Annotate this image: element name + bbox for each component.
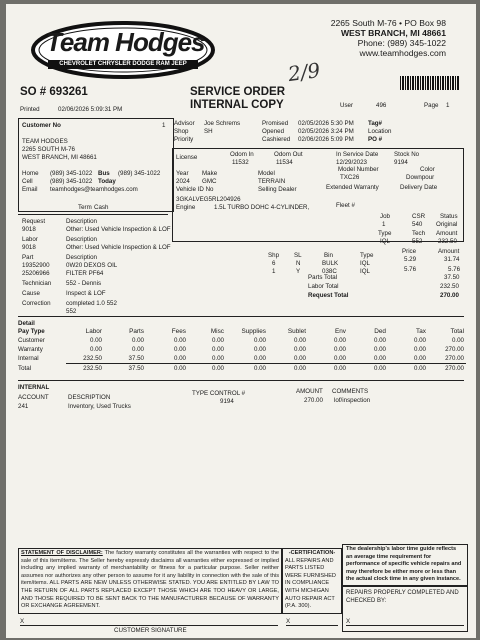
cause-value: Inspect & LOF — [66, 290, 106, 297]
detail-cell: 0.00 — [413, 365, 426, 372]
detail-cell: 0.00 — [173, 365, 186, 372]
detail-cell: 0.00 — [333, 365, 346, 372]
bin-label: Bin — [324, 252, 333, 259]
type-value: IQL — [380, 238, 390, 245]
detail-cell: 0.00 — [373, 355, 386, 362]
part-description: 0W20 DEXOS OIL — [66, 262, 118, 269]
detail-cell: 0.00 — [253, 346, 266, 353]
part-description: FILTER PF64 — [66, 270, 104, 277]
part-amount-label: Amount — [438, 248, 460, 255]
detail-total-rule — [66, 363, 466, 364]
detail-col-header: Parts — [129, 328, 144, 335]
detail-cell: 0.00 — [293, 337, 306, 344]
cause-label: Cause — [22, 290, 40, 297]
request-label: Request — [22, 218, 46, 225]
odometer-in-label: Odom In — [230, 151, 254, 158]
internal-description-label: DESCRIPTION — [68, 394, 111, 401]
detail-cell: 0.00 — [451, 337, 464, 344]
today-label: Today — [98, 178, 116, 185]
detail-cell: 0.00 — [211, 355, 224, 362]
part-number: 19352900 — [22, 262, 50, 269]
logo-brands: CHEVROLET CHRYSLER DODGE RAM JEEP — [59, 61, 187, 67]
part-shp: 1 — [272, 268, 276, 275]
internal-amount-value: 270.00 — [304, 397, 323, 404]
detail-cell: 0.00 — [173, 337, 186, 344]
customer-city: WEST BRANCH, MI 48661 — [22, 154, 97, 161]
job-rule-top — [18, 214, 168, 215]
in-service-value: 12/29/2023 — [336, 159, 367, 166]
detail-cell: 0.00 — [253, 355, 266, 362]
customer-box-num: 1 — [162, 122, 166, 129]
certification-text — [285, 550, 339, 611]
part-sl: N — [296, 260, 301, 267]
advisor-value: Joe Schrems — [204, 120, 241, 127]
detail-cell: 0.00 — [173, 355, 186, 362]
labor-label: Labor — [22, 236, 38, 243]
repairs-x-mark: X — [346, 618, 351, 625]
request-code: 9018 — [22, 226, 36, 233]
page-label: Page — [424, 102, 439, 109]
csr-label: CSR — [412, 213, 426, 220]
opened-label: Opened — [262, 128, 285, 135]
detail-cell: 0.00 — [373, 346, 386, 353]
internal-description-value: Inventory, Used Trucks — [68, 403, 131, 410]
type-control-label: TYPE CONTROL # — [192, 390, 246, 397]
detail-cell: 0.00 — [211, 346, 224, 353]
cell-label: Cell — [22, 178, 33, 185]
detail-col-header: Labor — [85, 328, 102, 335]
in-service-label: In Service Date — [336, 151, 379, 158]
labor-description: Other: Used Vehicle Inspection & LOF — [66, 244, 171, 251]
po-label: PO # — [368, 136, 383, 143]
csr-value: 540 — [412, 221, 423, 228]
detail-cell: 0.00 — [253, 365, 266, 372]
printed-label: Printed — [20, 106, 40, 113]
job-label: Job — [380, 213, 390, 220]
detail-cell: 270.00 — [445, 355, 464, 362]
detail-cell: 0.00 — [89, 337, 102, 344]
signature-x-mark: X — [20, 618, 25, 625]
detail-cell: 0.00 — [131, 346, 144, 353]
make-label: Make — [202, 170, 218, 177]
parts-total-label: Parts Total — [308, 274, 338, 281]
cert-signature-line — [286, 625, 338, 626]
status-label: Status — [440, 213, 458, 220]
customer-address: 2265 SOUTH M-76 — [22, 146, 75, 153]
repairs-checked-text: REPAIRS PROPERLY COMPLETED AND CHECKED BY: — [346, 590, 459, 604]
odometer-in-value: 11532 — [232, 159, 249, 166]
detail-cell: 0.00 — [293, 365, 306, 372]
engine-label: Engine — [176, 204, 196, 211]
tech-value: 552 — [412, 238, 423, 245]
dealer-phone: Phone: (989) 345-1022 — [357, 38, 446, 48]
control-value: 9194 — [220, 398, 234, 405]
request-total-label: Request Total — [308, 292, 349, 299]
detail-cell: 232.50 — [83, 355, 102, 362]
customer-box — [18, 118, 174, 212]
part-type: IQL — [360, 268, 370, 275]
detail-col-header: Sublet — [287, 328, 306, 335]
labor-total-label: Labor Total — [308, 283, 339, 290]
detail-col-header: Fees — [171, 328, 186, 335]
barcode — [400, 76, 460, 90]
detail-cell: 270.00 — [445, 365, 464, 372]
detail-cell: 0.00 — [413, 337, 426, 344]
fleet-label: Fleet # — [336, 202, 355, 209]
extended-warranty-label: Extended Warranty — [326, 184, 379, 191]
model-label: Model — [258, 170, 275, 177]
delivery-date-label: Delivery Date — [400, 184, 438, 191]
repairs-signature-line — [346, 625, 464, 626]
part-amount: 5.76 — [448, 266, 461, 273]
term-value: Cash — [94, 204, 109, 211]
stock-label: Stock No — [394, 151, 420, 158]
internal-title: INTERNAL — [18, 384, 50, 391]
detail-col-header: Tax — [416, 328, 426, 335]
cell-phone: (989) 345-1022 — [50, 178, 93, 185]
part-price: 5.29 — [404, 256, 417, 263]
comments-value: lof/inspection — [334, 397, 371, 404]
dealer-city: WEST BRANCH, MI 48661 — [340, 28, 446, 38]
vin-label: Vehicle ID No — [176, 186, 214, 193]
part-description-label: Description — [66, 254, 97, 261]
detail-row-label: Internal — [18, 355, 39, 362]
detail-cell: 37.50 — [128, 365, 144, 372]
disclaimer-body: The factory warranty constitutes all the warranties with respect to the sale of this item/items. The Seller hereby expressly disclaims all warranties either expressed or implied including any implied warranty of merchantability or fitness for a particular purpose. Seller neither assumes nor authorizes any other person to assume for it any liability in connection with the sale of this item/items. ALL PARTS ARE NEW UNLESS OTHERWISE STATED. YOU ARE ENTITLED BY LAW TO THE RETURN OF ALL PARTS REPLACED EXCEPT THOSE WHICH ARE TOO HEAVY OR LARGE, AND THOSE REQUIRED TO BE SENT BACK TO THE MANUFACTURER BECAUSE OF WARRANTY OR EXCHANGE AGREEMENT. — [21, 550, 279, 610]
title-internal-copy: INTERNAL COPY — [190, 99, 284, 111]
correction-value-2: 552 — [66, 308, 77, 315]
request-total-value: 270.00 — [440, 292, 459, 299]
detail-cell: 0.00 — [333, 337, 346, 344]
internal-rule — [18, 380, 464, 381]
dealer-website: www.teamhodges.com — [359, 48, 446, 58]
detail-row-label: Warranty — [18, 346, 43, 353]
detail-title: Detail — [18, 320, 35, 327]
so-number: SO # 693261 — [20, 86, 88, 98]
certification-heading: -CERTIFICATION- — [288, 550, 336, 556]
request-description-label: Description — [66, 218, 97, 225]
technician-value: 552 - Dennis — [66, 280, 102, 287]
cashiered-value: 02/06/2026 5:09 PM — [298, 136, 354, 143]
location-label: Location — [368, 128, 392, 135]
detail-cell: 0.00 — [293, 346, 306, 353]
part-sl: Y — [296, 268, 301, 275]
email-value: teamhodges@teamhodges.com — [50, 186, 138, 193]
detail-cell: 0.00 — [211, 365, 224, 372]
labor-total-value: 232.50 — [440, 283, 459, 290]
detail-cell: 0.00 — [211, 337, 224, 344]
tech-label: Tech — [412, 230, 426, 237]
part-price: 5.76 — [404, 266, 417, 273]
correction-value: completed 1.0 552 — [66, 300, 117, 307]
detail-cell: 0.00 — [131, 337, 144, 344]
detail-cell: 0.00 — [413, 355, 426, 362]
detail-cell: 0.00 — [333, 355, 346, 362]
part-number: 25206966 — [22, 270, 50, 277]
user-value: 496 — [376, 102, 387, 109]
parts-total-value: 37.50 — [444, 274, 460, 281]
dealer-address: 2265 South M-76 • PO Box 98 — [330, 18, 446, 28]
account-label: ACCOUNT — [18, 394, 49, 401]
detail-cell: 0.00 — [333, 346, 346, 353]
labor-guide-text: The dealership's labor time guide reflects an average time requirement for performance of specific vehicle repairs and may therefore be either more or less than the actual clock time in any given instance. — [346, 546, 462, 583]
odometer-out-value: 11534 — [276, 159, 293, 166]
customer-name: TEAM HODGES — [22, 138, 68, 145]
advisor-label: Advisor — [174, 120, 195, 127]
bus-label: Bus — [98, 170, 110, 177]
logo-wordmark: Team Hodges — [46, 27, 205, 57]
selling-dealer-label: Selling Dealer — [258, 186, 297, 193]
service-order-document — [6, 4, 476, 638]
promised-value: 02/05/2026 5:30 PM — [298, 120, 354, 127]
request-description: Other: Used Vehicle Inspection & LOF — [66, 226, 171, 233]
home-label: Home — [22, 170, 39, 177]
account-value: 241 — [18, 403, 29, 410]
customer-signature-label: CUSTOMER SIGNATURE — [114, 627, 187, 634]
shop-value: SH — [204, 128, 213, 135]
home-phone: (989) 345-1022 — [50, 170, 93, 177]
term-label: Term — [78, 204, 92, 211]
part-type-label: Type — [360, 252, 374, 259]
detail-col-header: Supplies — [241, 328, 266, 335]
detail-cell: 0.00 — [293, 355, 306, 362]
disclaimer-heading: STATEMENT OF DISCLAIMER: — [21, 550, 103, 556]
page-value: 1 — [446, 102, 450, 109]
job-value: 1 — [382, 221, 386, 228]
title-service-order: SERVICE ORDER — [190, 86, 286, 98]
shop-label: Shop — [174, 128, 189, 135]
engine-value: 1.5L TURBO DOHC 4-CYLINDER, — [214, 204, 310, 211]
customer-no-label: Customer No — [22, 122, 61, 129]
detail-row-label: Customer — [18, 337, 45, 344]
year-label: Year — [176, 170, 189, 177]
detail-cell: 0.00 — [413, 346, 426, 353]
price-label: Price — [402, 248, 417, 255]
model-value: TERRAIN — [258, 178, 286, 185]
detail-cell: 270.00 — [445, 346, 464, 353]
detail-cell: 0.00 — [373, 337, 386, 344]
job-amount-value: 232.50 — [438, 238, 457, 245]
customer-signature-line — [20, 625, 278, 626]
color-label: Color — [420, 166, 435, 173]
tag-label: Tag# — [368, 120, 382, 127]
model-number-label: Model Number — [338, 166, 379, 173]
detail-cell: 0.00 — [89, 346, 102, 353]
detail-cell: 0.00 — [173, 346, 186, 353]
detail-col-header: Misc — [210, 328, 224, 335]
cert-x-mark: X — [286, 618, 291, 625]
part-type: IQL — [360, 260, 370, 267]
license-label: License — [176, 154, 198, 161]
disclaimer-text — [21, 550, 279, 612]
model-number-value: TXC26 — [340, 174, 360, 181]
color-value: Downpour — [406, 174, 435, 181]
handwritten-note: 2/9 — [286, 57, 322, 87]
part-bin: BULK — [322, 260, 339, 267]
type-label: Type — [378, 230, 392, 237]
vin-value: 3GKALVEG5RL204926 — [176, 196, 241, 203]
part-bin: 038C — [322, 268, 337, 275]
labor-code: 9018 — [22, 244, 36, 251]
year-value: 2024 — [176, 178, 190, 185]
technician-label: Technician — [22, 280, 52, 287]
sl-label: SL — [294, 252, 302, 259]
detail-rule — [18, 316, 464, 317]
detail-col-header: Ded — [374, 328, 386, 335]
detail-cell: 232.50 — [83, 365, 102, 372]
detail-col-header: Env — [334, 328, 346, 335]
printed-value: 02/06/2026 5:09:31 PM — [58, 106, 123, 113]
certification-body: ALL REPAIRS AND PARTS LISTED WERE FURNISHED IN COMPLIANCE WITH MICHIGAN AUTO REPAIR ACT (P.A. 300). — [285, 557, 336, 610]
shp-label: Shp — [268, 252, 280, 259]
part-amount: 31.74 — [444, 256, 460, 263]
part-label: Part — [22, 254, 34, 261]
detail-row-label: Total — [18, 365, 32, 372]
odometer-out-label: Odom Out — [274, 151, 303, 158]
bus-phone: (989) 345-1022 — [118, 170, 161, 177]
user-label: User — [340, 102, 354, 109]
pay-type-label: Pay Type — [18, 328, 45, 335]
cashiered-label: Cashiered — [262, 136, 291, 143]
stock-value: 9194 — [394, 159, 408, 166]
part-shp: 6 — [272, 260, 276, 267]
detail-cell: 37.50 — [128, 355, 144, 362]
email-label: Email — [22, 186, 38, 193]
job-amount-label: Amount — [436, 230, 458, 237]
promised-label: Promised — [262, 120, 289, 127]
detail-cell: 0.00 — [373, 365, 386, 372]
opened-value: 02/05/2026 3:24 PM — [298, 128, 354, 135]
labor-description-label: Description — [66, 236, 97, 243]
internal-amount-label: AMOUNT — [296, 388, 323, 395]
make-value: GMC — [202, 178, 217, 185]
priority-label: Priority — [174, 136, 194, 143]
detail-col-header: Total — [450, 328, 464, 335]
status-value: Original — [436, 221, 458, 228]
comments-label: COMMENTS — [332, 388, 369, 395]
correction-label: Correction — [22, 300, 51, 307]
detail-cell: 0.00 — [253, 337, 266, 344]
